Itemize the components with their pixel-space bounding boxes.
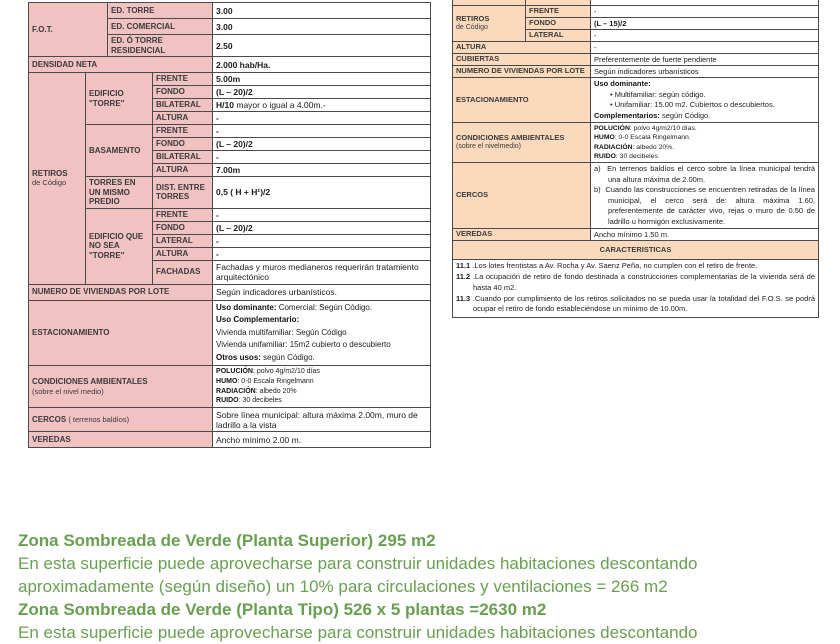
- retiro-row-header: FONDO: [153, 86, 213, 99]
- fot-row-header: ED. TORRE: [108, 3, 213, 19]
- retiro-row-header: BILATERAL: [153, 99, 213, 112]
- retiro-row-header: FRENTE: [526, 6, 591, 18]
- retiros-label: RETIROS de Código: [29, 73, 86, 285]
- green-heading-planta-tipo: Zona Sombreada de Verde (Planta Tipo) 526 x 5 plantas =2630 m2: [18, 600, 547, 619]
- retiro-row-value: 0,5 ( H + H¹)/2: [213, 177, 431, 209]
- cubiertas-value: Preferentemente de fuerte pendiente: [591, 54, 819, 66]
- retiro-row-value: -: [213, 112, 431, 125]
- green-body-line: En esta superficie puede aprovecharse para construir unidades habitaciones descontando: [18, 623, 698, 642]
- veredas-value: Ancho mínimo 2.00 m.: [213, 432, 431, 448]
- retiro-row-header: ALTURA: [153, 112, 213, 125]
- grupo-torres-mismo-predio: TORRES EN UN MISMO PREDIO: [86, 177, 153, 209]
- retiro-row-header: FRENTE: [153, 73, 213, 86]
- retiro-row-header: ALTURA: [153, 247, 213, 260]
- fot-row-header: ED. COMERCIAL: [108, 19, 213, 35]
- retiro-row-header: FRENTE: [153, 125, 213, 138]
- retiro-row-header: FONDO: [526, 18, 591, 30]
- retiro-row-value: -: [213, 151, 431, 164]
- right-zoning-table: [452, 0, 819, 318]
- retiro-row-value: -: [213, 208, 431, 221]
- altura-value: -: [591, 42, 819, 54]
- grupo-edificio-no-torre: EDIFICIO QUE NO SEA "TORRE": [86, 208, 153, 284]
- retiro-row-value: -: [591, 6, 819, 18]
- retiro-row-value: (L – 20)/2: [213, 138, 431, 151]
- green-body-line: aproximadamente (según diseño) un 10% para circulaciones y ventilaciones = 266 m2: [18, 577, 668, 596]
- retiro-row-value: -: [213, 247, 431, 260]
- retiro-row-value: (L – 20)/2: [213, 86, 431, 99]
- caracteristicas-notes: [453, 260, 819, 317]
- retiro-row-value: -: [591, 30, 819, 42]
- estacionamiento-value: Uso dominante: • Multifamiliar: según código. • Unifamiliar: 15.00 m2. Cubiertos o descubiertos. Complementarios: según Código.: [591, 78, 819, 123]
- numero-viviendas-label: NUMERO DE VIVIENDAS POR LOTE: [29, 284, 213, 300]
- left-zoning-table: [28, 2, 431, 448]
- fot-row-value: 3.00: [213, 3, 431, 19]
- note-item: 11.2 .La ocupación de retiro de fondo destinada a construcciones complementarias de la vivienda será de hasta 40 m2.: [456, 272, 815, 292]
- cercos-value: a) En terrenos baldíos el cerco sobre la línea municipal tendrá una altura máxima de 2.00m. b) Cuando las construcciones se encuentren retiradas de la línea municipal, el cerco será de: altura máxima 1.60, preferentemente de carácter vivo, rejas o muro de 0.50 de ladrillo u hormigón exclusivamente.: [591, 163, 819, 229]
- veredas-value: Ancho mínimo 1.50 m.: [591, 229, 819, 241]
- retiro-row-header: FACHADAS: [153, 260, 213, 284]
- retiro-row-value: H/10 mayor o igual a 4.00m.-: [213, 99, 431, 112]
- green-heading-planta-superior: Zona Sombreada de Verde (Planta Superior) 295 m2: [18, 531, 436, 550]
- retiro-row-header: BILATERAL: [153, 151, 213, 164]
- condiciones-label: CONDICIONES AMBIENTALES (sobre el nivelmedio): [453, 123, 591, 163]
- retiro-row-header: ALTURA: [153, 164, 213, 177]
- altura-label: ALTURA: [453, 42, 591, 54]
- cercos-value: Sobre línea municipal: altura máxima 2.00m, muro de ladrillo a la vista: [213, 408, 431, 432]
- densidad-value: 2.000 hab/Ha.: [213, 57, 431, 73]
- numero-viviendas-value: Según indicadores urbanísticos: [591, 66, 819, 78]
- fot-row-header: ED. Ó TORRE RESIDENCIAL: [108, 35, 213, 57]
- retiro-row-value: -: [213, 234, 431, 247]
- veredas-label: VEREDAS: [453, 229, 591, 241]
- retiro-row-value: 7.00m: [213, 164, 431, 177]
- estacionamiento-value: Uso dominante: Comercial: Según Código. Uso Complementario: Vivienda multifamiliar: Según Código Vivienda unifamiliar: 15m2 cubierto o descubierto Otros usos: según Código.: [213, 300, 431, 366]
- numero-viviendas-label: NUMERO DE VIVIENDAS POR LOTE: [453, 66, 591, 78]
- condiciones-value: POLUCIÓN: polvo 4g/m2/10 días HUMO: 0-0 Escala Ringelmann RADIACIÓN: albedo 20% RUIDO: 30 decibeles: [213, 366, 431, 408]
- densidad-label: DENSIDAD NETA: [29, 57, 213, 73]
- note-item: 11.3 .Cuando por cumplimiento de los retiros solicitados no se pueda usar la totalidad del F.O.S. se podrá ocupar el retiro de fondo estableciéndose un mínimo de 10.00m.: [456, 294, 815, 314]
- retiro-row-header: DIST. ENTRE TORRES: [153, 177, 213, 209]
- retiro-row-header: FRENTE: [153, 208, 213, 221]
- cubiertas-label: CUBIERTAS: [453, 54, 591, 66]
- caracteristicas-header: CARACTERISTICAS: [453, 241, 819, 260]
- condiciones-label: CONDICIONES AMBIENTALES (sobre el nivel medio): [29, 366, 213, 408]
- retiro-row-header: LATERAL: [153, 234, 213, 247]
- grupo-basamento: BASAMENTO: [86, 125, 153, 177]
- grupo-edificio-torre: EDIFICIO "TORRE": [86, 73, 153, 125]
- fot-label: F.O.T.: [29, 3, 108, 57]
- cercos-label: CERCOS: [453, 163, 591, 229]
- cercos-label: CERCOS ( terrenos baldíos): [29, 408, 213, 432]
- green-summary-text: [18, 529, 823, 644]
- condiciones-value: POLUCIÓN: polvo 4g/m2/10 días. HUMO: 0-0 Escala Ringelmann. RADIACIÓN: albedo 20%. RUIDO: 30 decibeles: [591, 123, 819, 163]
- retiro-row-value: 5.00m: [213, 73, 431, 86]
- retiro-row-value: (L – 15)/2: [591, 18, 819, 30]
- fachadas-value: Fachadas y muros medianeros requerirán tratamiento arquitectónico: [213, 260, 431, 284]
- estacionamiento-label: ESTACIONAMIENTO: [29, 300, 213, 366]
- retiro-row-header: LATERAL: [526, 30, 591, 42]
- fot-row-value: 2.50: [213, 35, 431, 57]
- numero-viviendas-value: Según indicadores urbanísticos.: [213, 284, 431, 300]
- note-item: 11.1 .Los lotes frentistas a Av. Rocha y Av. Saenz Peña, no cumplen con el retiro de frente.: [456, 261, 758, 271]
- veredas-label: VEREDAS: [29, 432, 213, 448]
- retiro-row-value: -: [213, 125, 431, 138]
- retiro-row-value: (L – 20)/2: [213, 221, 431, 234]
- retiro-row-header: FONDO: [153, 221, 213, 234]
- retiro-row-header: FONDO: [153, 138, 213, 151]
- estacionamiento-label: ESTACIONAMIENTO: [453, 78, 591, 123]
- retiros-label: RETIROS de Código: [453, 6, 526, 42]
- fot-row-value: 3.00: [213, 19, 431, 35]
- green-body-line: En esta superficie puede aprovecharse para construir unidades habitaciones descontando: [18, 554, 698, 573]
